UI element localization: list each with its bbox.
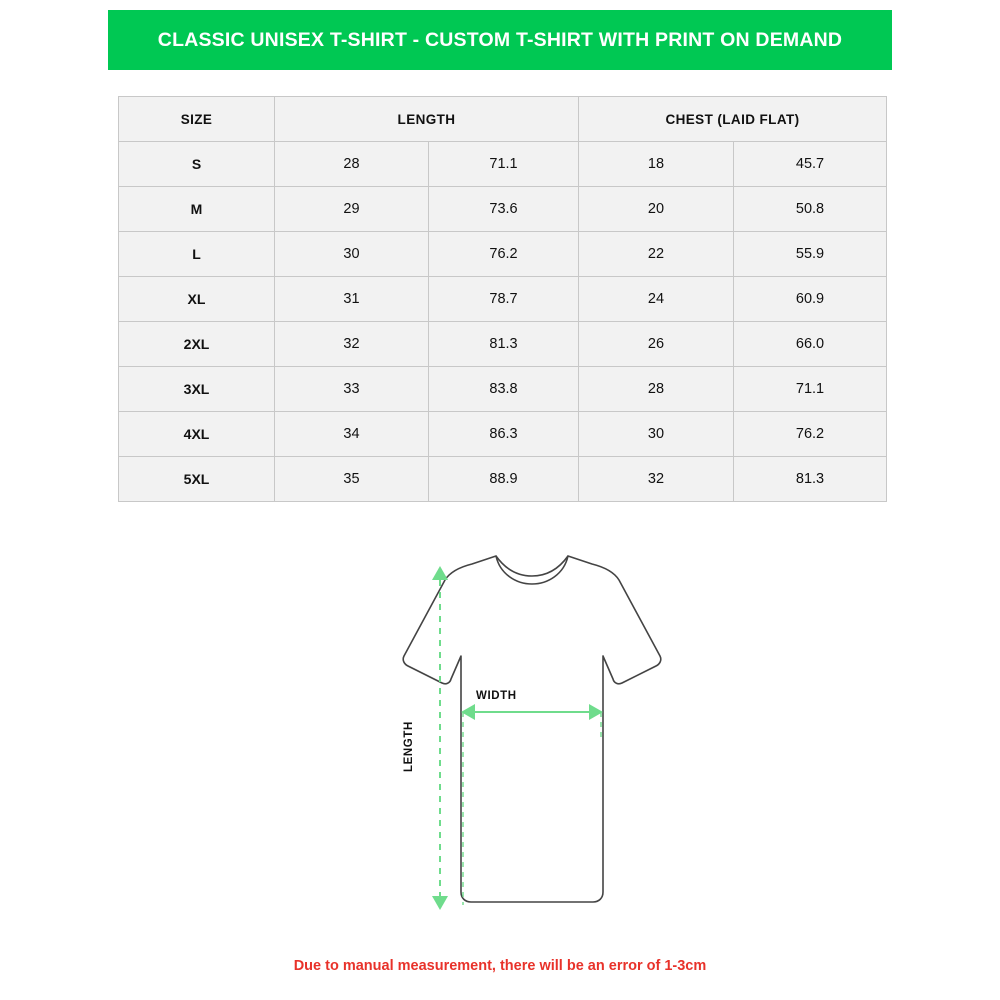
tshirt-outline-icon (403, 556, 661, 902)
cell-length-in: 29 (275, 187, 429, 232)
cell-size: 2XL (119, 322, 275, 367)
cell-chest-cm: 50.8 (734, 187, 887, 232)
column-header-chest: CHEST (LAID FLAT) (579, 97, 887, 142)
cell-chest-cm: 55.9 (734, 232, 887, 277)
table-header-row (119, 97, 887, 142)
cell-chest-in: 30 (579, 412, 734, 457)
cell-size: 3XL (119, 367, 275, 412)
cell-length-in: 34 (275, 412, 429, 457)
cell-chest-in: 32 (579, 457, 734, 502)
column-header-size: SIZE (119, 97, 275, 142)
cell-length-in: 30 (275, 232, 429, 277)
cell-chest-cm: 81.3 (734, 457, 887, 502)
cell-length-cm: 86.3 (429, 412, 579, 457)
cell-chest-cm: 45.7 (734, 142, 887, 187)
cell-length-in: 32 (275, 322, 429, 367)
cell-size: 5XL (119, 457, 275, 502)
cell-length-in: 31 (275, 277, 429, 322)
table-row (119, 277, 887, 322)
cell-chest-cm: 76.2 (734, 412, 887, 457)
table-row (119, 457, 887, 502)
cell-chest-in: 28 (579, 367, 734, 412)
length-label: LENGTH (403, 721, 415, 772)
cell-chest-cm: 71.1 (734, 367, 887, 412)
table-body (119, 142, 887, 502)
cell-chest-in: 24 (579, 277, 734, 322)
size-chart-table (118, 96, 887, 502)
cell-size: L (119, 232, 275, 277)
cell-length-cm: 76.2 (429, 232, 579, 277)
table-row (119, 232, 887, 277)
table-row (119, 412, 887, 457)
cell-length-cm: 73.6 (429, 187, 579, 232)
cell-chest-in: 26 (579, 322, 734, 367)
cell-length-in: 33 (275, 367, 429, 412)
header-banner (108, 10, 892, 70)
width-label: WIDTH (476, 690, 517, 702)
cell-chest-in: 22 (579, 232, 734, 277)
column-header-length: LENGTH (275, 97, 579, 142)
page-title: CLASSIC UNISEX T-SHIRT - CUSTOM T-SHIRT WITH PRINT ON DEMAND (157, 28, 843, 51)
table-row (119, 322, 887, 367)
tshirt-diagram (300, 540, 700, 930)
cell-size: S (119, 142, 275, 187)
cell-size: 4XL (119, 412, 275, 457)
cell-length-cm: 88.9 (429, 457, 579, 502)
cell-size: XL (119, 277, 275, 322)
cell-length-cm: 78.7 (429, 277, 579, 322)
cell-length-in: 35 (275, 457, 429, 502)
cell-length-cm: 83.8 (429, 367, 579, 412)
cell-chest-in: 18 (579, 142, 734, 187)
measurement-disclaimer: Due to manual measurement, there will be an error of 1-3cm (293, 958, 707, 974)
cell-size: M (119, 187, 275, 232)
cell-chest-cm: 66.0 (734, 322, 887, 367)
cell-length-cm: 71.1 (429, 142, 579, 187)
cell-length-in: 28 (275, 142, 429, 187)
table-row (119, 367, 887, 412)
table-row (119, 187, 887, 232)
table-row (119, 142, 887, 187)
cell-chest-cm: 60.9 (734, 277, 887, 322)
cell-chest-in: 20 (579, 187, 734, 232)
cell-length-cm: 81.3 (429, 322, 579, 367)
